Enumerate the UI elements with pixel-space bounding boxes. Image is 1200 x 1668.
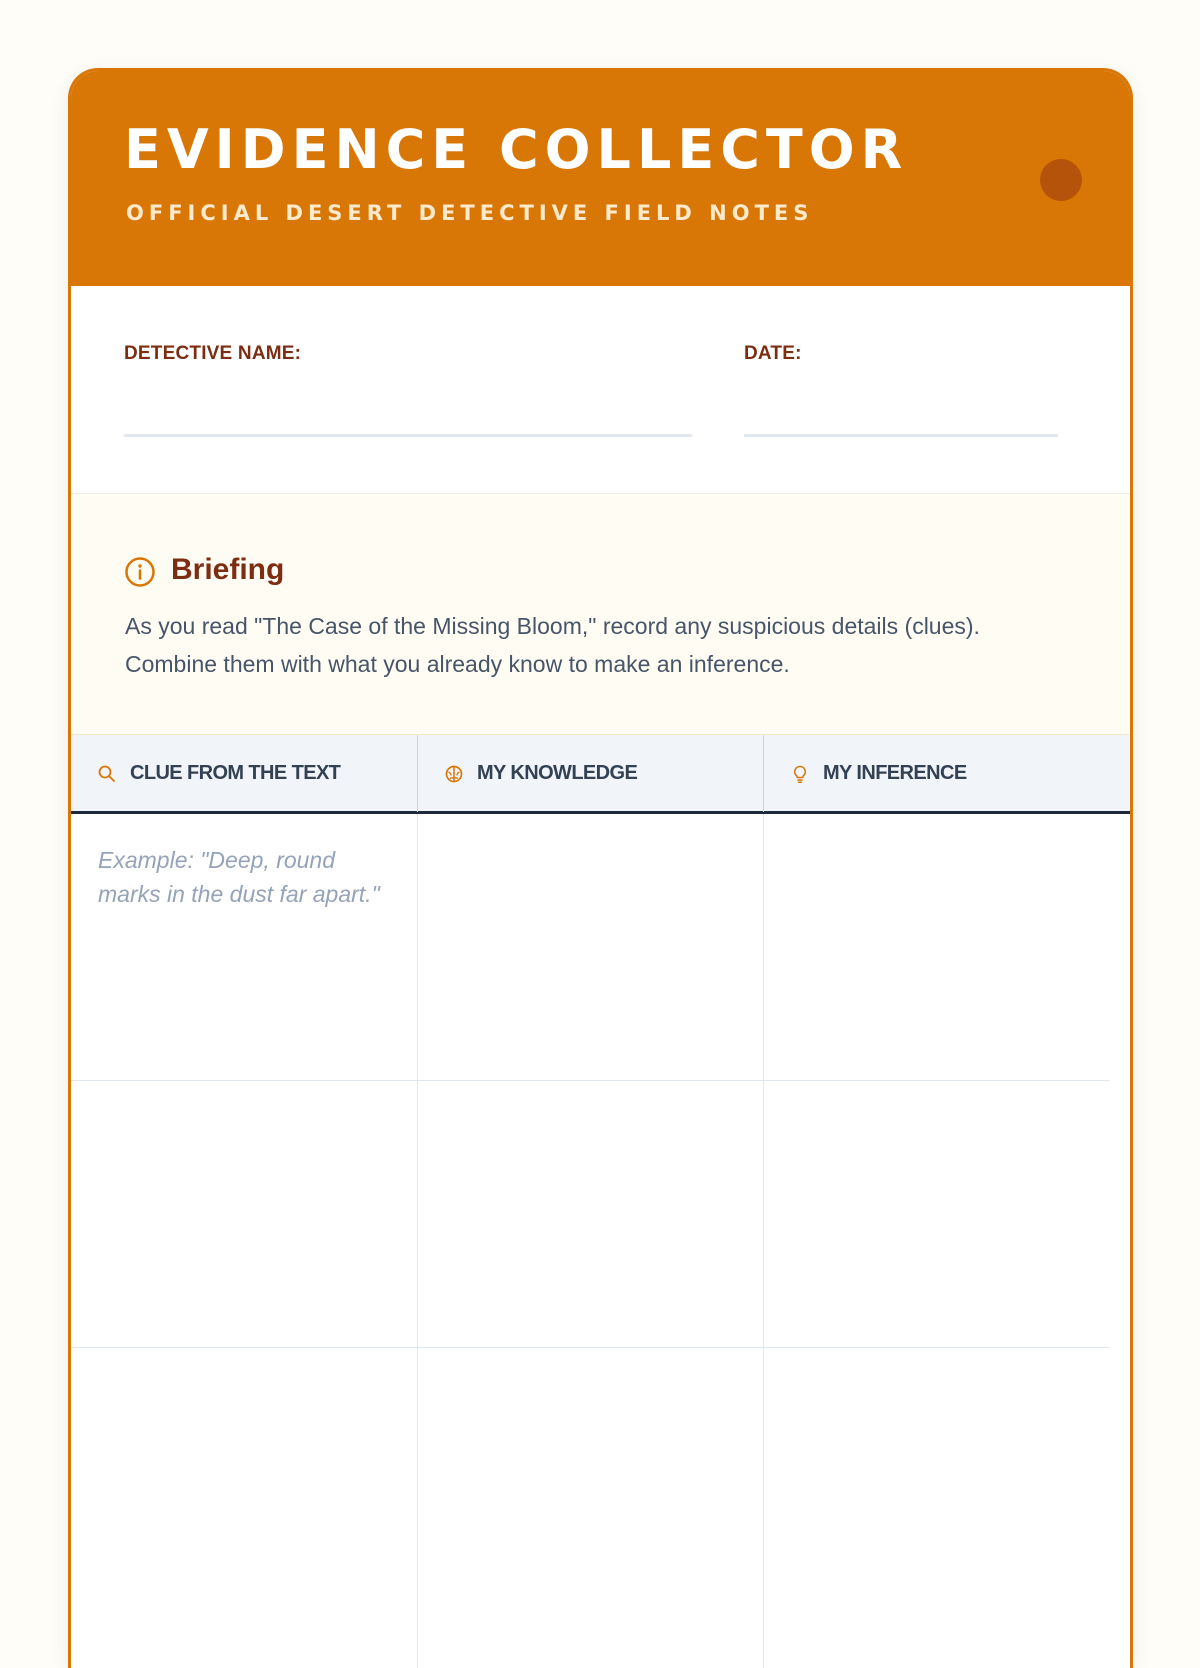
- knowledge-cell[interactable]: [418, 1081, 764, 1348]
- example-clue-text: Example: "Deep, round marks in the dust far apart.": [98, 847, 380, 907]
- page-subtitle: OFFICIAL DESERT DETECTIVE FIELD NOTES: [126, 201, 814, 225]
- page-title: EVIDENCE COLLECTOR: [124, 118, 909, 181]
- clue-cell[interactable]: [71, 814, 418, 1081]
- knowledge-cell[interactable]: [418, 1348, 764, 1668]
- inference-cell[interactable]: [764, 1348, 1110, 1668]
- evidence-worksheet: [68, 68, 1133, 1668]
- column-header-clue: [71, 735, 417, 812]
- briefing-title: Briefing: [171, 553, 285, 586]
- detective-name-field[interactable]: [124, 434, 692, 437]
- column-label: CLUE FROM THE TEXT: [130, 762, 341, 784]
- evidence-table-body: [71, 814, 1130, 1668]
- date-label: DATE:: [744, 343, 802, 364]
- column-label: MY KNOWLEDGE: [477, 762, 638, 784]
- briefing-section: [71, 494, 1130, 734]
- column-header-knowledge: [417, 735, 763, 812]
- lightbulb-icon: [790, 764, 810, 784]
- brain-icon: [444, 764, 464, 784]
- date-field[interactable]: [744, 434, 1058, 437]
- clue-cell[interactable]: [71, 1081, 418, 1348]
- detective-name-label: DETECTIVE NAME:: [124, 343, 302, 364]
- seal-dot-icon: [1040, 159, 1082, 201]
- worksheet-header: [71, 71, 1130, 286]
- info-icon: [124, 556, 156, 588]
- column-label: MY INFERENCE: [823, 762, 967, 784]
- column-header-inference: [763, 735, 1110, 812]
- inference-cell[interactable]: [764, 814, 1110, 1081]
- briefing-text: As you read "The Case of the Missing Bloom," record any suspicious details (clues). Combine them with what you already know to make an inference.: [125, 613, 980, 677]
- magnifier-icon: [97, 764, 117, 784]
- clue-cell[interactable]: [71, 1348, 418, 1668]
- inference-cell[interactable]: [764, 1081, 1110, 1348]
- detective-info-section: [71, 286, 1130, 494]
- knowledge-cell[interactable]: [418, 814, 764, 1081]
- evidence-table-header: [71, 734, 1130, 814]
